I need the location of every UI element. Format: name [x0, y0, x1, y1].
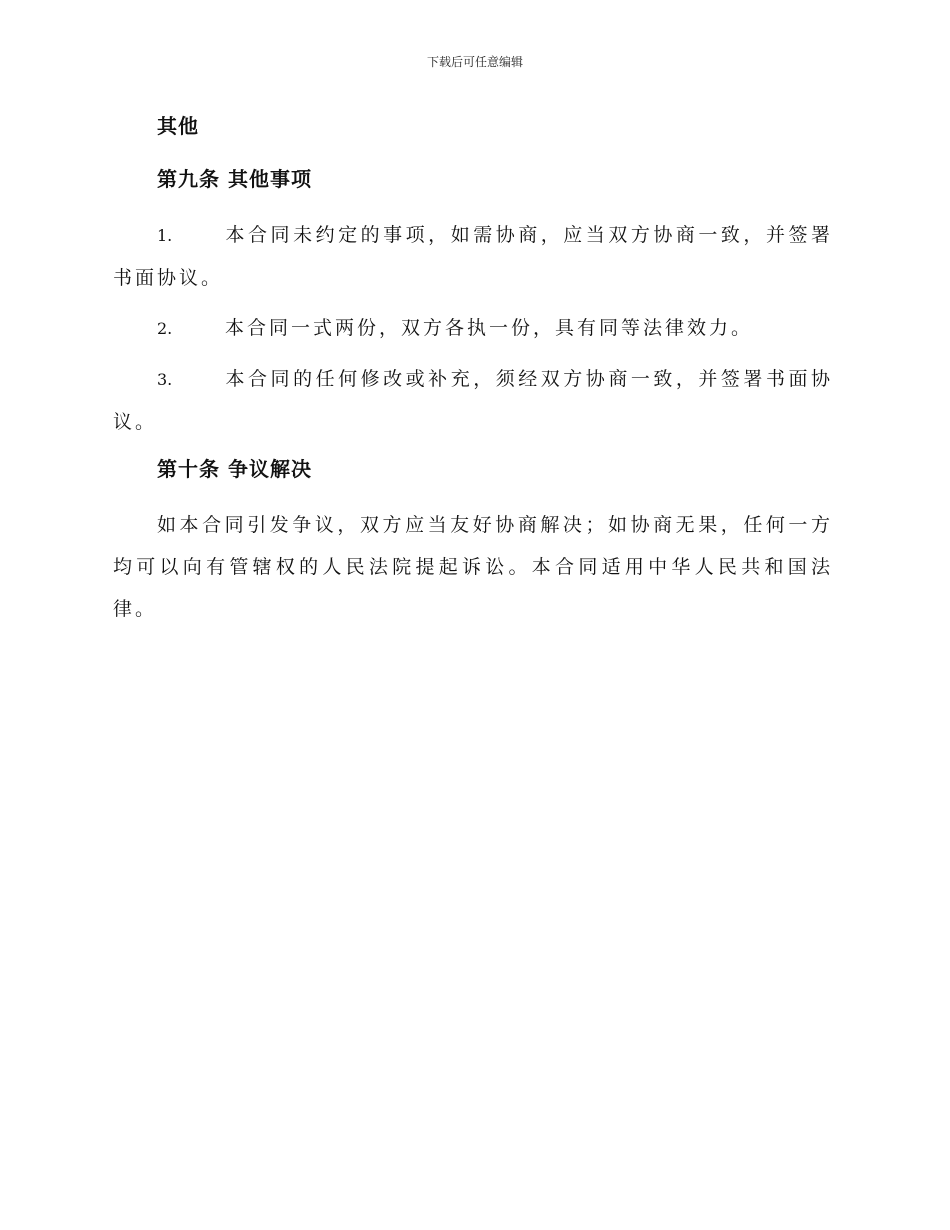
page-header: 下载后可任意编辑 [426, 55, 523, 69]
item-text: 本合同未约定的事项，如需协商，应当双方协商一致，并签署书面协议。 [113, 224, 833, 289]
article-9-item-2 [113, 307, 833, 350]
article-9-title: 第九条 其他事项 [157, 167, 312, 191]
article-9-item-1 [113, 214, 833, 299]
document-body [113, 108, 833, 630]
item-number: 1. [157, 226, 173, 245]
section-title: 其他 [157, 114, 199, 138]
article-10-text: 如本合同引发争议，双方应当友好协商解决；如协商无果，任何一方均可以向有管辖权的人民法院提起诉讼。本合同适用中华人民共和国法律。 [113, 514, 833, 620]
article-10-title: 第十条 争议解决 [157, 457, 312, 481]
item-text: 本合同一式两份，双方各执一份，具有同等法律效力。 [225, 317, 754, 339]
item-number: 2. [157, 319, 173, 338]
item-number: 3. [157, 370, 173, 389]
article-9-item-3 [113, 358, 833, 443]
item-text: 本合同的任何修改或补充，须经双方协商一致，并签署书面协议。 [113, 368, 833, 433]
